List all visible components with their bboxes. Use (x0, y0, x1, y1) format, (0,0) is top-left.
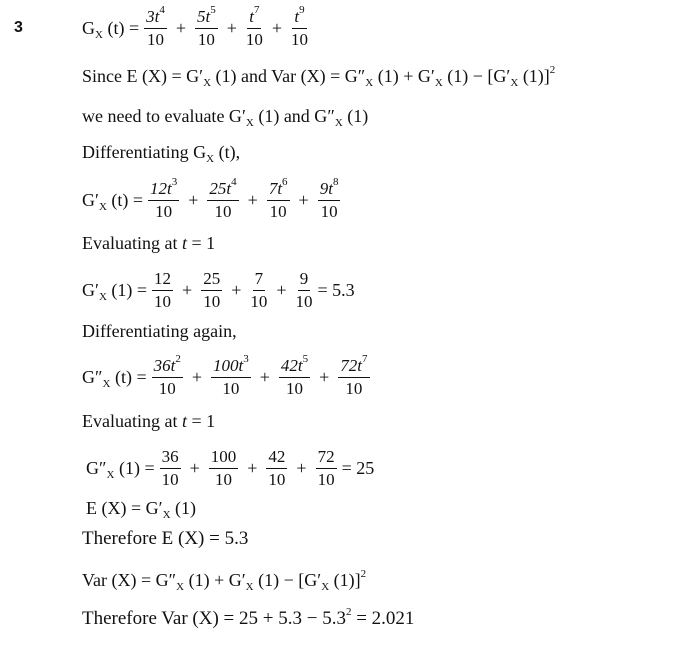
fraction: $\frac{t^7}{10}$ (245, 4, 263, 49)
text-line: Evaluating at t = 1 (82, 233, 216, 253)
pgf-equation: $G_X$ (t) = $\frac{3t^4}{10}$ + $\frac{5t^5}{10}$ + $\frac{t^7}{10}$ + $\frac{t^9}{10}$ (82, 4, 309, 49)
fraction: $\frac{7t^6}{10}$ (268, 176, 288, 221)
fraction: $\frac{72}{10}$ (317, 447, 335, 489)
fraction: $\frac{t^9}{10}$ (291, 4, 309, 49)
expectation-result: Therefore E (X) = 5.3 (82, 528, 249, 549)
fraction: $\frac{42}{10}$ (268, 447, 286, 489)
fraction: $\frac{25}{10}$ (203, 269, 221, 311)
fraction: $\frac{100}{10}$ (210, 447, 237, 489)
fraction: $\frac{36t^2}{10}$ (153, 353, 181, 398)
first-derivative-at-one: $G'_X$ (1) = $\frac{12}{10}$ + $\frac{25}{10}$ + $\frac{7}{10}$ + $\frac{9}{10}$ = 5.3 (82, 269, 355, 311)
fraction: $\frac{9}{10}$ (295, 269, 313, 311)
fraction: $\frac{9t^8}{10}$ (319, 176, 339, 221)
pgf-lhs: $G_X$ (t) = (82, 17, 140, 41)
variance-result: Therefore Var $(X) = 25 + 5.3 - 5.3^2 = 2.021$ (82, 606, 415, 629)
first-derivative-equation: $G'_X$ (t) = $\frac{12t^3}{10}$ + $\frac{25t^4}{10}$ + $\frac{7t^6}{10}$ + $\frac{9t^8}{10}$ (82, 176, 339, 221)
variance-formula: Var $(X) = G''_X$ $(1) + G'_X$ $(1) - [G'_X$ (1)]$^2$ (82, 568, 367, 593)
fraction: $\frac{72t^7}{10}$ (340, 353, 368, 398)
question-number: 3 (14, 19, 23, 36)
text-line: Differentiating again, (82, 321, 237, 341)
fraction: $\frac{100t^3}{10}$ (212, 353, 249, 398)
fraction: $\frac{3t^4}{10}$ (146, 4, 165, 49)
mean-variance-formula: Since E $(X) = G'_X$ (1) and Var $(X) = G''_X$ $(1) + G'_X$ $(1) - [G'_X$ (1)]$^2$ (82, 64, 556, 89)
fraction: $\frac{5t^5}{10}$ (196, 4, 216, 49)
text-line: Differentiating $G_X$ (t), (82, 142, 241, 165)
fraction: $\frac{36}{10}$ (161, 447, 179, 489)
fraction: $\frac{12}{10}$ (154, 269, 172, 311)
fraction: $\frac{25t^4}{10}$ (209, 176, 237, 221)
second-derivative-at-one: $G''_X$ (1) = $\frac{36}{10}$ + $\frac{100}{10}$ + $\frac{42}{10}$ + $\frac{72}{10}$ = 25 (86, 447, 375, 489)
fraction: $\frac{12t^3}{10}$ (150, 176, 178, 221)
text-line: we need to evaluate $G'_X$ (1) and $G''_X$ (1) (82, 106, 369, 129)
expectation-line: E $(X) = G'_X$ (1) (86, 498, 197, 521)
text-line: Evaluating at t = 1 (82, 411, 216, 431)
fraction: $\frac{42t^5}{10}$ (280, 353, 309, 398)
fraction: $\frac{7}{10}$ (250, 269, 268, 311)
second-derivative-equation: $G''_X$ (t) = $\frac{36t^2}{10}$ + $\frac{100t^3}{10}$ + $\frac{42t^5}{10}$ + $\frac{72t^7}{10}$ (82, 353, 368, 398)
